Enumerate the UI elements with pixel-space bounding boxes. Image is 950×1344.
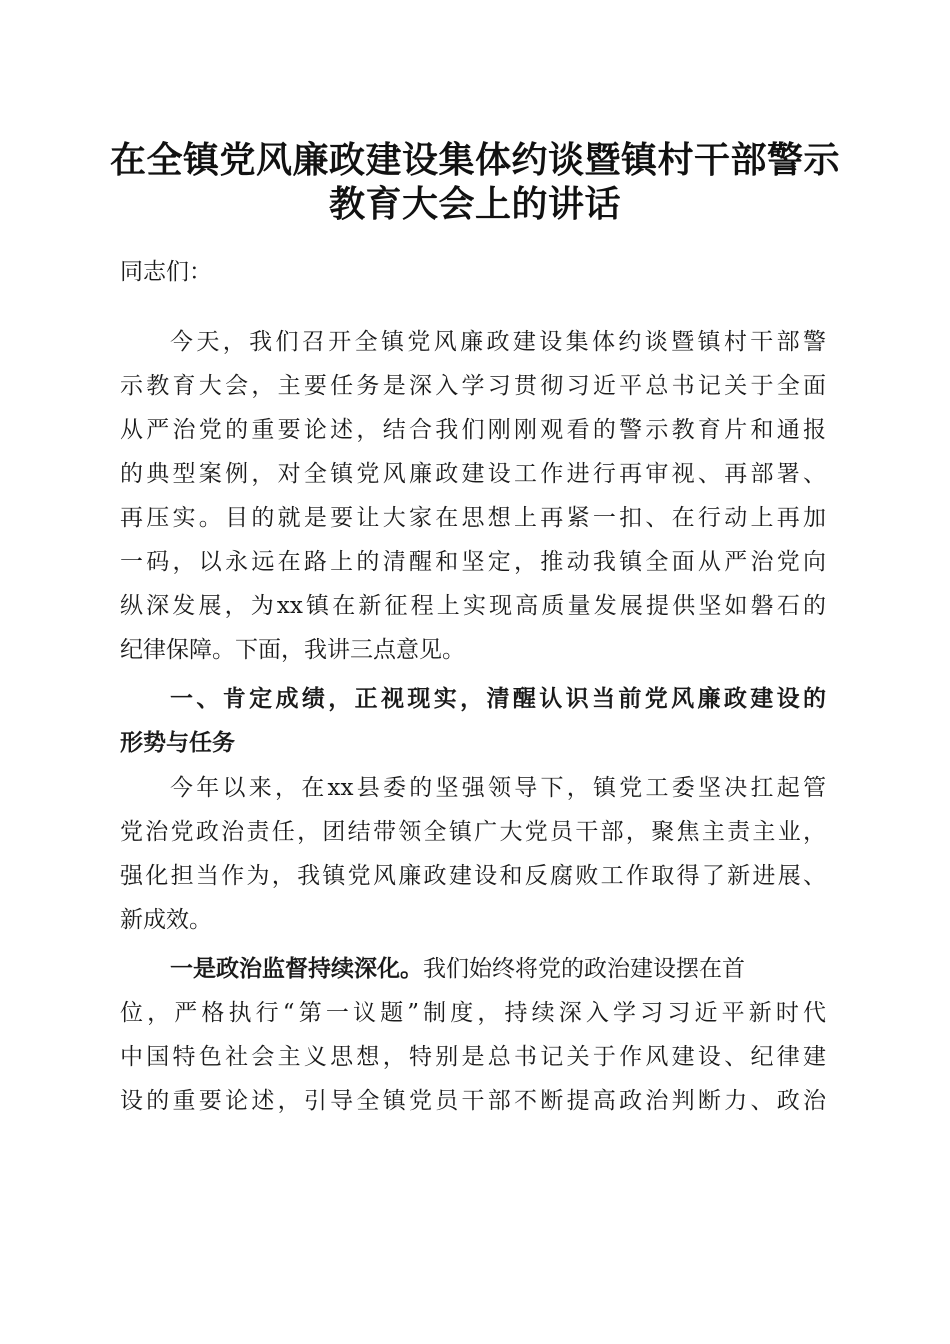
document-title-line-2: 教育大会上的讲话: [328, 183, 621, 225]
section-heading-1-line-2: 形势与任务: [120, 730, 235, 756]
paragraph-1-line-5: 再压实。目的就是要让大家在思想上再紧一扣、在行动上再加: [120, 505, 826, 531]
document-title-line-1: 在全镇党风廉政建设集体约谈暨镇村干部警示: [109, 139, 840, 181]
paragraph-1-line-2: 示教育大会，主要任务是深入学习贯彻习近平总书记关于全面: [120, 373, 826, 399]
paragraph-1-line-1: 今天，我们召开全镇党风廉政建设集体约谈暨镇村干部警: [170, 329, 826, 355]
paragraph-3-lead: 一是政治监督持续深化。: [170, 955, 423, 982]
paragraph-3-line-2: 位，严格执行“第一议题”制度，持续深入学习习近平新时代: [120, 1000, 826, 1026]
paragraph-1-line-8: 纪律保障。下面，我讲三点意见。: [120, 637, 465, 663]
paragraph-2-line-4: 新成效。: [120, 907, 212, 933]
paragraph-2-line-1: 今年以来，在xx县委的坚强领导下，镇党工委坚决扛起管: [170, 775, 826, 801]
paragraph-3-line-3: 中国特色社会主义思想，特别是总书记关于作风建设、纪律建: [120, 1044, 826, 1070]
paragraph-3-line-4: 设的重要论述，引导全镇党员干部不断提高政治判断力、政治: [120, 1088, 826, 1114]
paragraph-1-line-4: 的典型案例，对全镇党风廉政建设工作进行再审视、再部署、: [120, 461, 826, 487]
paragraph-2-line-2: 党治党政治责任，团结带领全镇广大党员干部，聚焦主责主业，: [120, 819, 826, 845]
section-heading-1-line-1: 一、肯定成绩，正视现实，清醒认识当前党风廉政建设的: [170, 686, 826, 712]
paragraph-3-line-1: [170, 947, 745, 991]
paragraph-1-line-3: 从严治党的重要论述，结合我们刚刚观看的警示教育片和通报: [120, 417, 826, 443]
paragraph-1-line-7: 纵深发展，为xx镇在新征程上实现高质量发展提供坚如磐石的: [120, 593, 826, 619]
paragraph-1-line-6: 一码，以永远在路上的清醒和坚定，推动我镇全面从严治党向: [120, 549, 826, 575]
paragraph-2-line-3: 强化担当作为，我镇党风廉政建设和反腐败工作取得了新进展、: [120, 863, 826, 889]
salutation: 同志们：: [120, 259, 212, 285]
paragraph-3-line-1-text: 我们始终将党的政治建设摆在首: [423, 956, 745, 982]
